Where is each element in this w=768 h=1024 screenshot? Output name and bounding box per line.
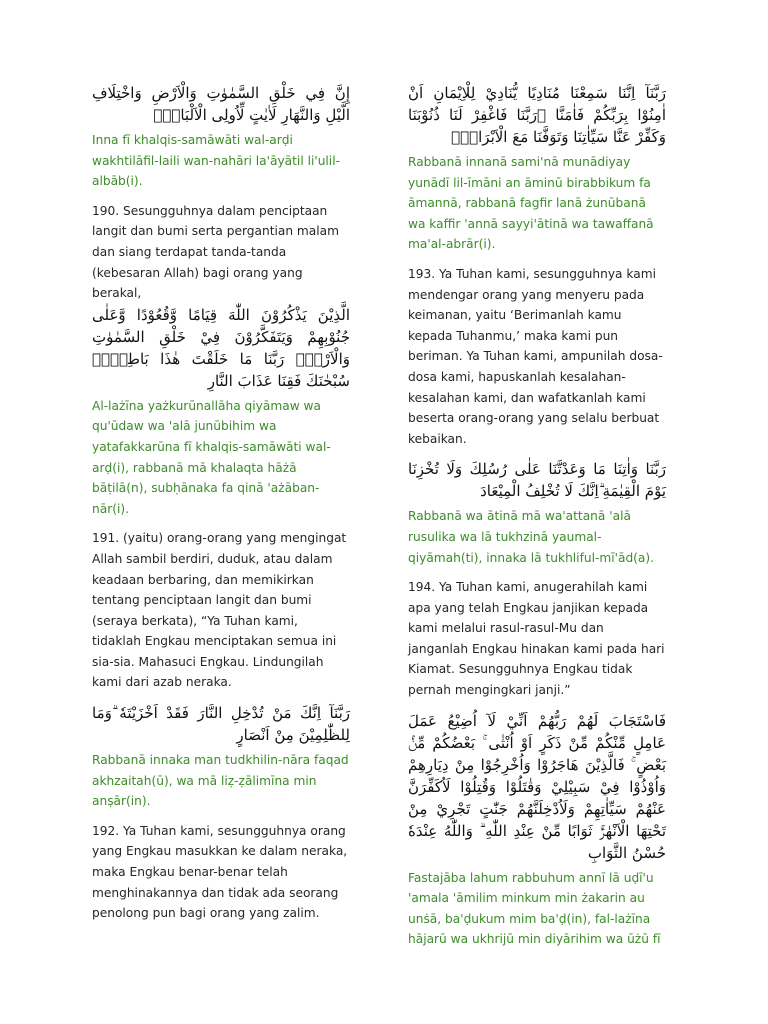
verse-190-translation: 190. Sesungguhnya dalam penciptaan langit dan bumi serta pergantian malam dan siang terdapat tanda-tanda (kebesaran Allah) bagi orang yang berakal, — [92, 203, 339, 301]
verse-192-arabic: رَبَّنَآ اِنَّكَ مَنْ تُدْخِلِ النَّارَ فَقَدْ اَخْزَيْتَهٗ ۗوَمَا لِلظّٰلِمِيْنَ مِنْ اَنْصَارٍ — [92, 704, 350, 745]
verse-194-translation: 194. Ya Tuhan kami, anugerahilah kami apa yang telah Engkau janjikan kepada kami melalui rasul-rasul-Mu dan janganlah Engkau hinakan kami pada hari Kiamat. Sesungguhnya Engkau tidak pernah mengingkari janji.” — [408, 580, 665, 698]
verse-191-translation: 191. (yaitu) orang-orang yang mengingat Allah sambil berdiri, duduk, atau dalam keadaan berbaring, dan memikirkan tentang penciptaan langit dan bumi (seraya berkata), “Ya Tuhan kami, tidaklah Engkau menciptakan semua ini sia-sia. Mahasuci Engkau. Lindungilah kami dari azab neraka. — [92, 531, 347, 690]
left-column — [92, 82, 350, 924]
verse-194-arabic: رَبَّنَا وَاٰتِنَا مَا وَعَدْتَّنَا عَلٰى رُسُلِكَ وَلَا تُخْزِنَا يَوْمَ الْقِيٰمَةِ ۗاِنَّكَ لَا تُخْلِفُ الْمِيْعَادَ — [408, 460, 666, 501]
right-column — [408, 82, 666, 950]
verse-193-translation: 193. Ya Tuhan kami, sesungguhnya kami mendengar orang yang menyeru pada keimanan, yaitu ‘Berimanlah kamu kepada Tuhanmu,’ maka kami pun beriman. Ya Tuhan kami, ampunilah dosa-dosa kami, hapuskanlah kesalahan-kesalahan kami, dan wafatkanlah kami beserta orang-orang yang selalu berbuat kebaikan. — [408, 266, 663, 446]
verse-192-transliteration: Rabbanā innaka man tudkhilin-nāra faqad akhzaitah(ū), wa mā liẓ-ẓālimīna min anṣār(in). — [92, 753, 349, 809]
verse-191-arabic: الَّذِيْنَ يَذْكُرُوْنَ اللّٰهَ قِيَامًا وَّقُعُوْدًا وَّعَلٰى جُنُوْبِهِمْ وَيَتَفَكَّرُوْنَ فِيْ خَلْقِ السَّمٰوٰتِ وَالْاَرْضِۚ رَبَّنَا مَا خَلَقْتَ هٰذَا بَاطِلًاۚ سُبْحٰنَكَ فَقِنَا عَذَابَ النَّارِ — [92, 305, 350, 390]
verse-190-arabic: إِنَّ فِي خَلْقِ السَّمٰوٰتِ وَالْاَرْضِ وَاخْتِلَافِ الَّيْلِ وَالنَّهَارِ لَاٰيٰتٍ لِّاُولِى الْاَلْبَابِۙ — [92, 84, 350, 124]
verse-194-transliteration: Rabbanā wa ātinā mā wa'attanā 'alā rusulika wa lā tukhzinā yaumal-qiyāmah(ti), innaka lā tukhliful-mī'ād(a). — [408, 509, 655, 565]
verse-195-transliteration: Fastajāba lahum rabbuhum annī lā uḍī'u 'amala 'āmilim minkum min żakarin au unṡā, ba'ḍukum mim ba'ḍ(in), fal-lażīna hājarū wa ukhrijū min diyārihim wa ūżū fī — [408, 870, 661, 947]
verse-190-transliteration: Inna fī khalqis-samāwāti wal-arḍi wakhtilāfil-laili wan-nahāri la'āyātil li'ulil-albāb(i). — [92, 133, 340, 189]
verse-193-transliteration: Rabbanā innanā sami'nā munādiyay yunādī lil-īmāni an āminū birabbikum fa āmannā, rabbanā fagfir lanā żunūbanā wa kaffir 'annā sayyi'ātinā wa tawaffanā ma'al-abrār(i). — [408, 155, 654, 252]
verse-192-translation: 192. Ya Tuhan kami, sesungguhnya orang yang Engkau masukkan ke dalam neraka, maka Engkau benar-benar telah menghinakannya dan tidak ada seorang penolong pun bagi orang yang zalim. — [92, 823, 348, 921]
verse-193-arabic: رَبَّنَآ اِنَّنَا سَمِعْنَا مُنَادِيًا يُّنَادِيْ لِلْاِيْمَانِ اَنْ اٰمِنُوْا بِرَبِّكُمْ فَاٰمَنَّا ۖرَبَّنَا فَاغْفِرْ لَنَا ذُنُوْبَنَا وَكَفِّرْ عَنَّا سَيِّاٰتِنَا وَتَوَفَّنَا مَعَ الْاَبْرَارِۚ — [408, 84, 666, 146]
verse-191-transliteration: Al-lażīna yażkurūnallāha qiyāmaw wa qu'ūdaw wa 'alā junūbihim wa yatafakkarūna fī khalqis-samāwāti wal-arḍ(i), rabbanā mā khalaqta hāżā bāṭilā(n), subḥānaka fa qinā 'ażāban-nār(i). — [92, 398, 331, 516]
verse-195-arabic: فَاسْتَجَابَ لَهُمْ رَبُّهُمْ اَنِّيْ لَآ اُضِيْعُ عَمَلَ عَامِلٍ مِّنْكُمْ مِّنْ ذَكَرٍ اَوْ اُنْثٰى ۚ بَعْضُكُمْ مِّنْۢ بَعْضٍ ۚ فَالَّذِيْنَ هَاجَرُوْا وَاُخْرِجُوْا مِنْ دِيَارِهِمْ وَاُوْذُوْا فِيْ سَبِيْلِيْ وَقٰتَلُوْا وَقُتِلُوْا لَاُكَفِّرَنَّ عَنْهُمْ سَيِّاٰتِهِمْ وَلَاُدْخِلَنَّهُمْ جَنّٰتٍ تَجْرِيْ مِنْ تَحْتِهَا الْاَنْهٰرُۚ ثَوَابًا مِّنْ عِنْدِ اللّٰهِ ۗ وَاللّٰهُ عِنْدَهٗ حُسْنُ الثَّوَابِ — [408, 711, 666, 862]
